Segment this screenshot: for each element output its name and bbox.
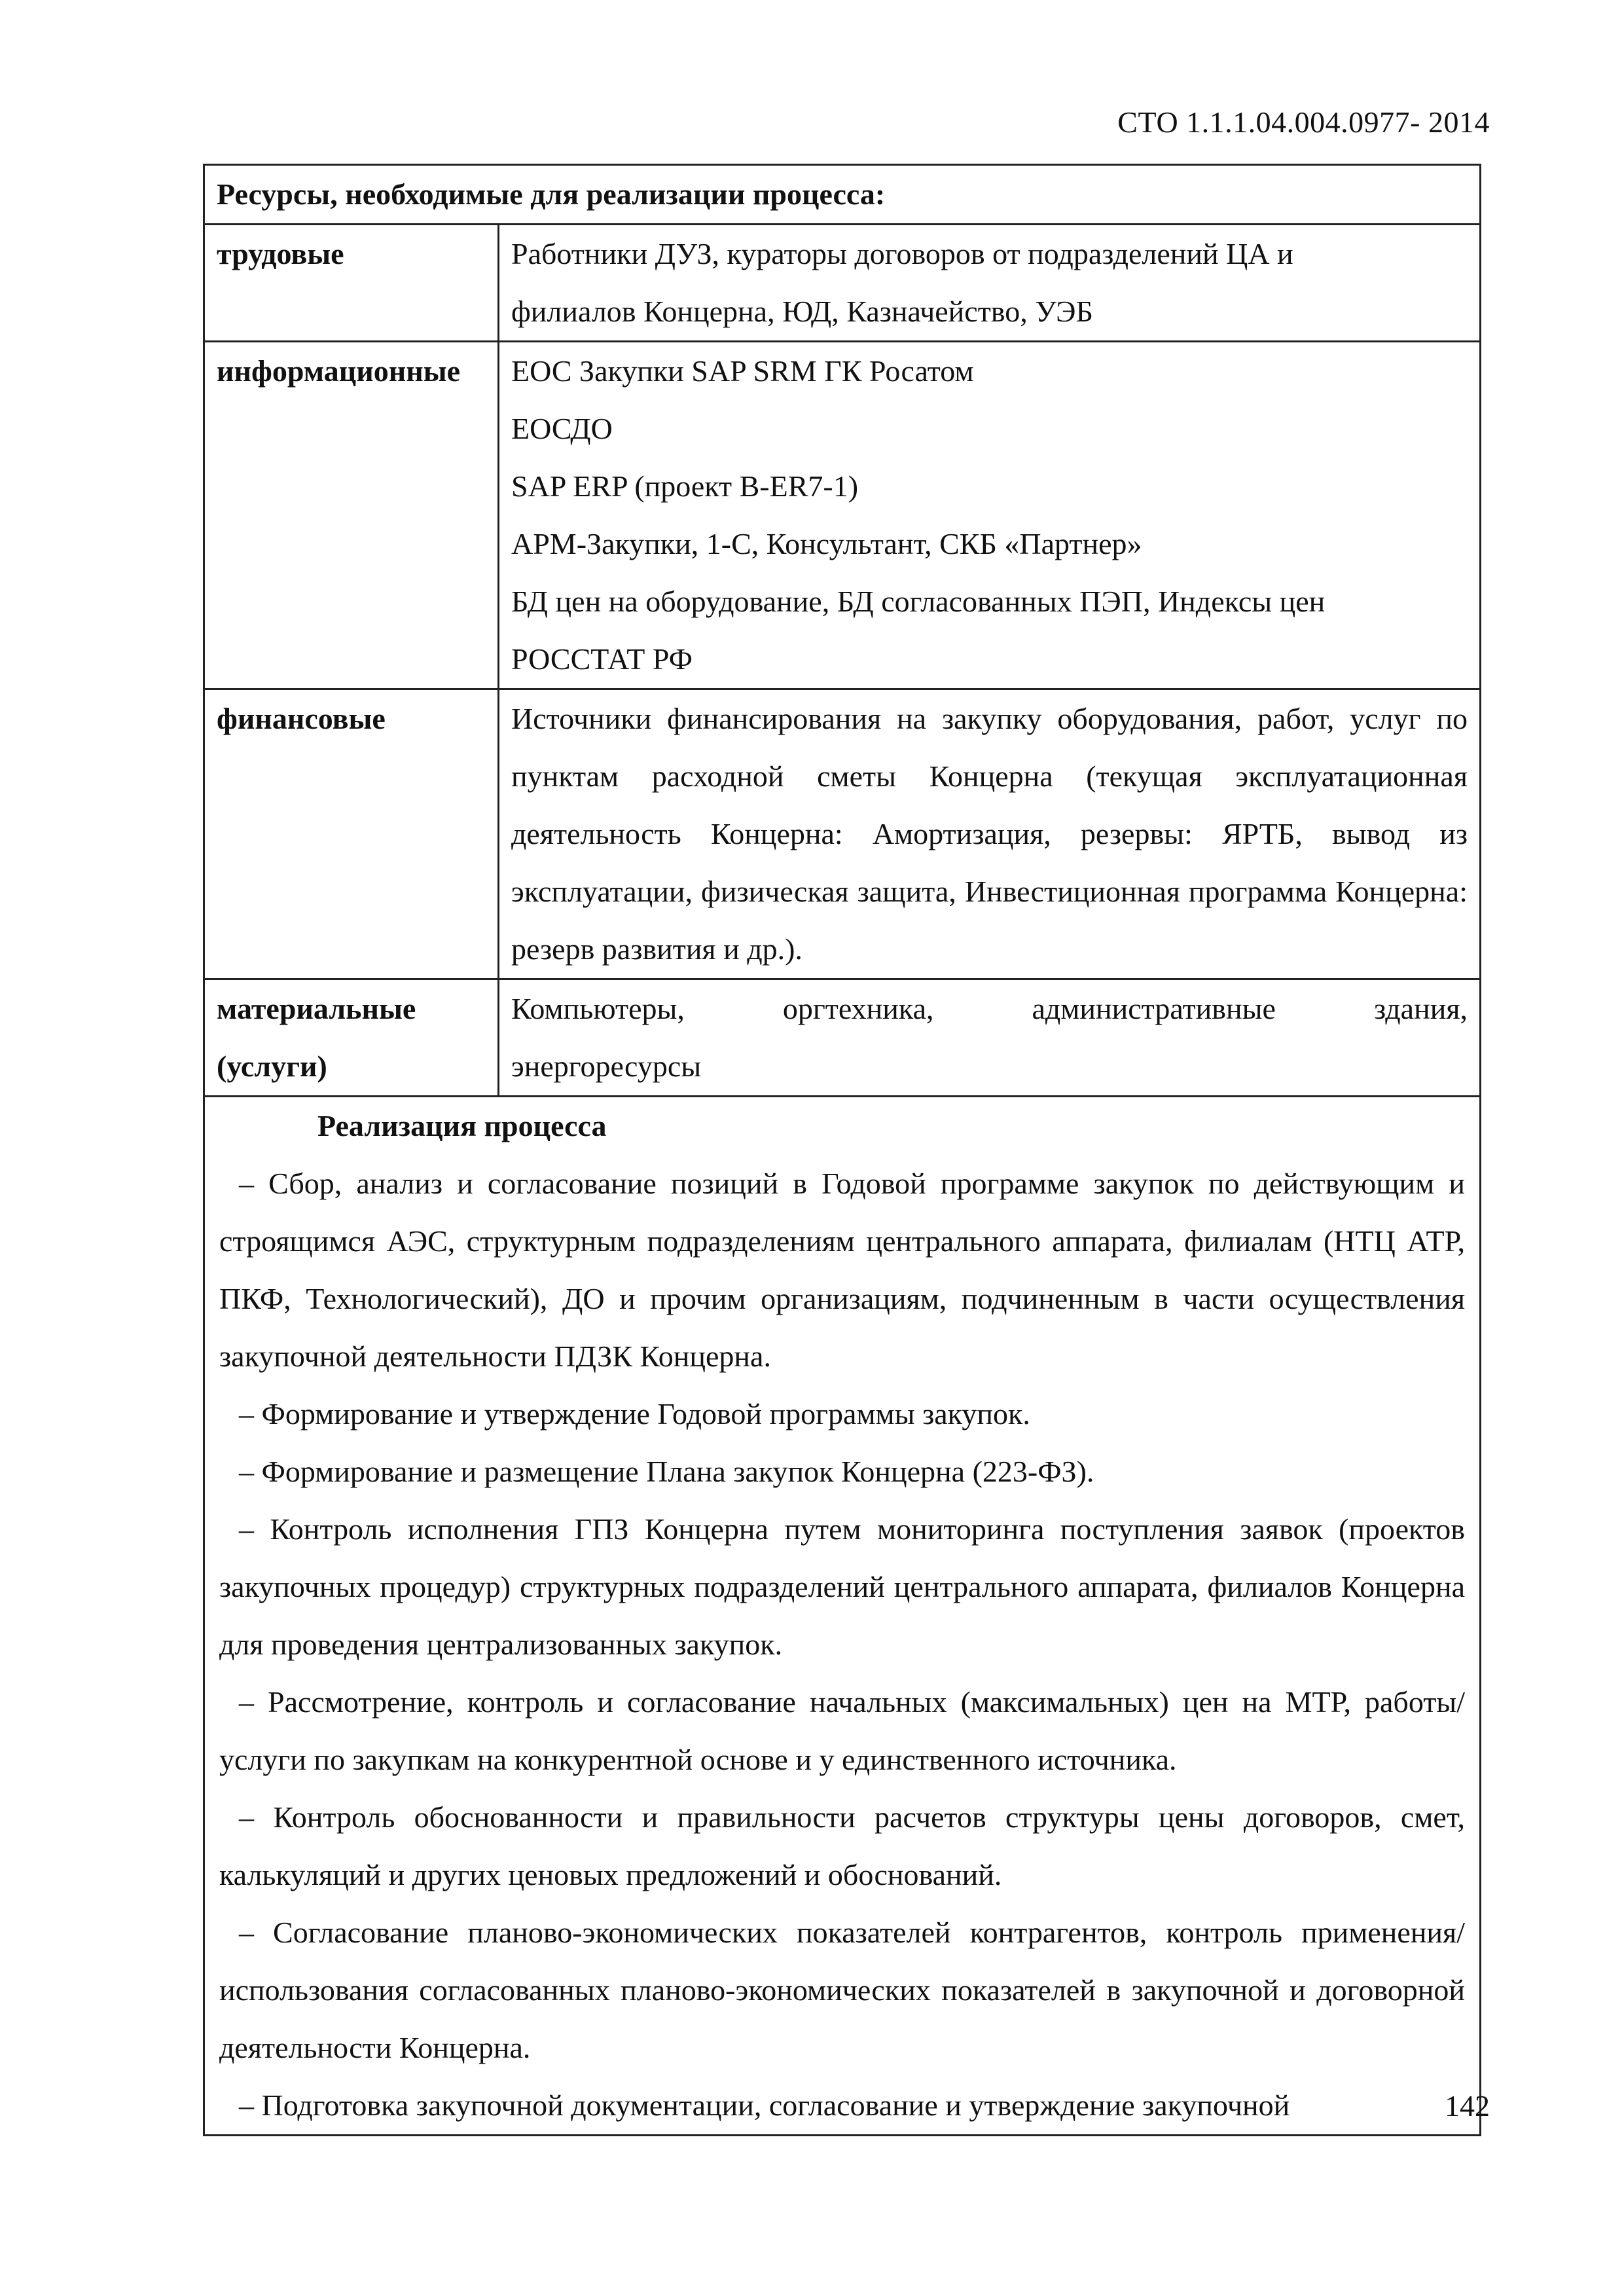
- implementation-item: – Формирование и утверждение Годовой программы закупок.: [239, 1397, 1030, 1430]
- implementation-title: Реализация процесса: [317, 1109, 607, 1142]
- resource-row-labor: [204, 225, 1481, 342]
- info-line-1: ЕОС Закупки SAP SRM ГК Росатом: [511, 354, 974, 388]
- resource-value-labor: [499, 225, 1481, 342]
- implementation-item: – Формирование и размещение Плана закупок Концерна (223-ФЗ).: [239, 1455, 1094, 1488]
- implementation-item: – Рассмотрение, контроль и согласование начальных (максимальных) цен на МТР, работы/услуги по закупкам на конкурентной основе и у единственного источника.: [219, 1685, 1465, 1776]
- info-line-6: РОССТАТ РФ: [511, 642, 693, 676]
- resource-label-financial: финансовые: [204, 689, 499, 979]
- document-code: СТО 1.1.1.04.004.0977- 2014: [1117, 105, 1490, 139]
- implementation-item: – Согласование планово-экономических показателей контрагентов, контроль применения/использования согласованных планово-экономических показателей в закупочной и договорной деятельности Концерна.: [219, 1916, 1465, 2064]
- resource-label-info: информационные: [204, 342, 499, 689]
- resource-value-info: [499, 342, 1481, 689]
- labor-line-1: Работники ДУЗ, кураторы договоров от подразделений ЦА и: [511, 237, 1293, 270]
- resource-row-material: [204, 979, 1481, 1097]
- info-line-3: SAP ERP (проект B-ER7-1): [511, 469, 859, 503]
- implementation-item: – Подготовка закупочной документации, согласование и утверждение закупочной: [239, 2088, 1290, 2122]
- implementation-item: – Сбор, анализ и согласование позиций в Годовой программе закупок по действующим и строящимся АЭС, структурным подразделениям центрального аппарата, филиалам (НТЦ АТР, ПКФ, Технологический), ДО и прочим организациям, подчиненным в части осуществления закупочной деятельности ПДЗК Концерна.: [219, 1167, 1465, 1373]
- implementation-row: [204, 1097, 1481, 2136]
- info-line-5: БД цен на оборудование, БД согласованных ПЭП, Индексы цен: [511, 585, 1326, 618]
- implementation-item: – Контроль исполнения ГПЗ Концерна путем мониторинга поступления заявок (проектов закупочных процедур) структурных подразделений центрального аппарата, филиалов Концерна для проведения централизованных закупок.: [219, 1512, 1465, 1661]
- resources-title-row: [204, 165, 1481, 225]
- resource-label-labor: трудовые: [204, 225, 499, 342]
- material-label-line-1: материальные: [217, 992, 416, 1025]
- process-table: [203, 164, 1481, 2136]
- labor-line-2: филиалов Концерна, ЮД, Казначейство, УЭБ: [511, 295, 1093, 328]
- info-line-4: АРМ-Закупки, 1-С, Консультант, СКБ «Партнер»: [511, 527, 1142, 560]
- resource-label-material: [204, 979, 499, 1097]
- resource-row-financial: [204, 689, 1481, 979]
- info-line-2: ЕОСДО: [511, 412, 613, 445]
- implementation-item: – Контроль обоснованности и правильности расчетов структуры цены договоров, смет, калькуляций и других ценовых предложений и обоснований.: [219, 1800, 1465, 1891]
- resource-value-material: [499, 979, 1481, 1097]
- material-line-2: энергоресурсы: [511, 1049, 702, 1083]
- material-label-line-2: (услуги): [217, 1049, 327, 1083]
- page-number: 142: [1445, 2089, 1490, 2123]
- material-line-1: Компьютеры, оргтехника, административные здания,: [511, 992, 1468, 1025]
- resource-row-info: [204, 342, 1481, 689]
- resources-title: Ресурсы, необходимые для реализации процесса:: [204, 165, 1481, 225]
- implementation-cell: [204, 1097, 1481, 2136]
- resource-value-financial: Источники финансирования на закупку оборудования, работ, услуг по пунктам расходной сметы Концерна (текущая эксплуатационная деятельность Концерна: Амортизация, резервы: ЯРТБ, вывод из эксплуатации, физическая защита, Инвестиционная программа Концерна: резерв развития и др.).: [499, 689, 1481, 979]
